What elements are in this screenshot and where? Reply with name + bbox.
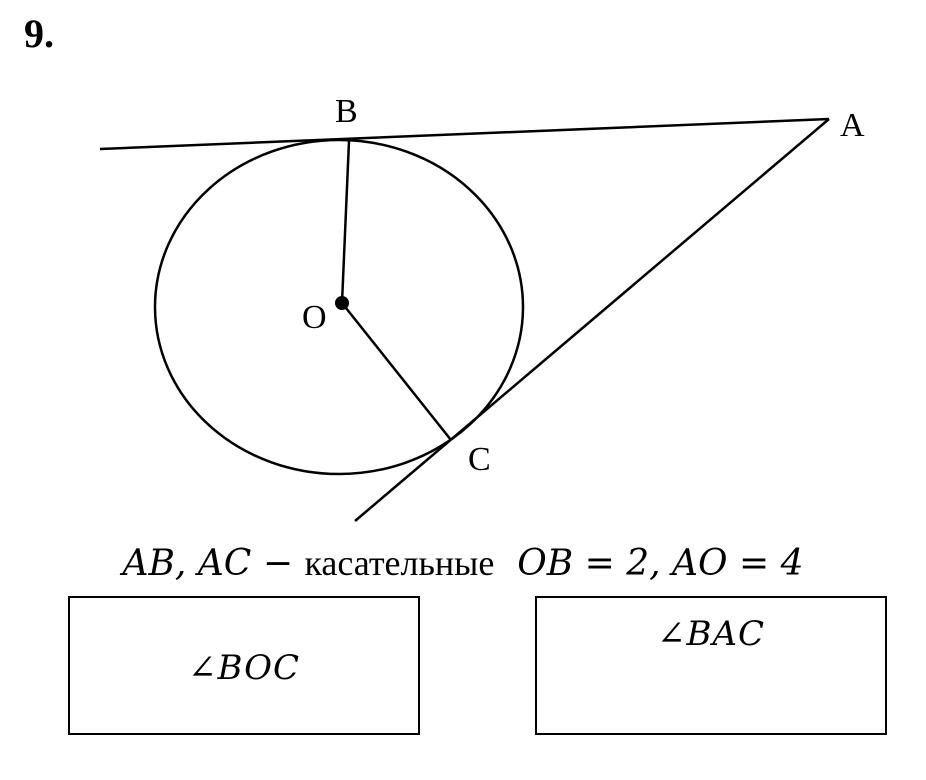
problem-number: 9.: [24, 11, 54, 56]
problem-condition: [0, 538, 926, 589]
answer-box-boc[interactable]: [68, 596, 420, 735]
tangent-line-ac: [355, 119, 829, 521]
label-o: O: [302, 299, 327, 336]
label-c: C: [468, 441, 491, 478]
angle-bac-label: ∠BAC: [656, 614, 766, 654]
radius-ob: [342, 141, 349, 303]
tangents-word: касательные: [304, 543, 495, 583]
label-a: A: [840, 107, 865, 144]
angle-boc-label: ∠BOC: [188, 648, 300, 688]
radius-oc: [342, 303, 451, 440]
dash: −: [262, 543, 293, 584]
center-point-o: [335, 296, 349, 310]
label-b: B: [335, 93, 358, 130]
tangent-line-ab: [100, 119, 829, 149]
answer-box-bac[interactable]: [535, 596, 887, 735]
given-values: OB = 2, AO = 4: [517, 543, 804, 584]
tangents-expression: AB, AC: [122, 543, 252, 584]
